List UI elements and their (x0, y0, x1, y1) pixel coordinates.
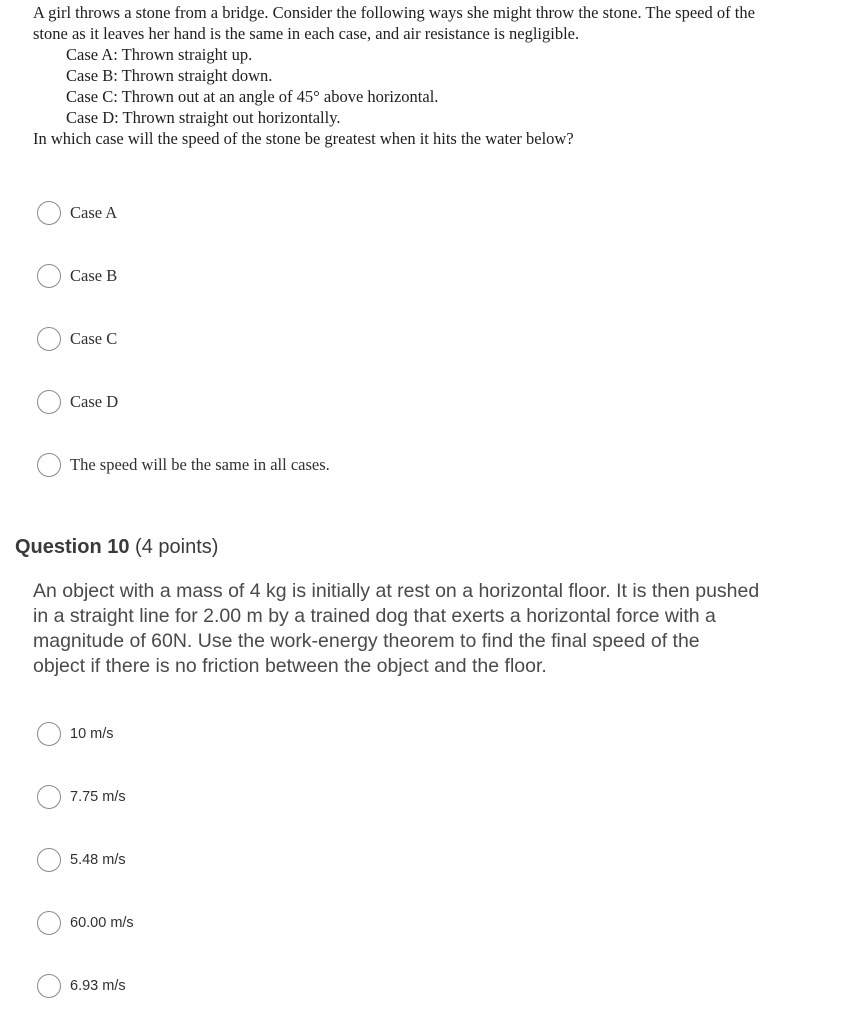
radio-button[interactable] (37, 264, 61, 288)
radio-button[interactable] (37, 201, 61, 225)
question-10-prompt (33, 579, 853, 679)
radio-button[interactable] (37, 974, 61, 998)
q9-option-same-speed[interactable] (37, 451, 330, 479)
radio-button[interactable] (37, 722, 61, 746)
question-text-line: magnitude of 60N. Use the work-energy theorem to find the final speed of the (33, 630, 700, 652)
option-label: The speed will be the same in all cases. (70, 455, 330, 474)
option-label: 6.93 m/s (70, 978, 126, 994)
question-text-line: in a straight line for 2.00 m by a trained dog that exerts a horizontal force with a (33, 605, 716, 627)
option-label: Case B (70, 266, 118, 285)
q9-option-case-b[interactable] (37, 262, 117, 290)
question-text-line: An object with a mass of 4 kg is initially at rest on a horizontal floor. It is then pushed (33, 580, 760, 602)
radio-button[interactable] (37, 390, 61, 414)
radio-button[interactable] (37, 785, 61, 809)
q10-option-5[interactable] (37, 972, 126, 1000)
case-b-description: Case B: Thrown straight down. (66, 66, 273, 85)
case-c-description: Case C: Thrown out at an angle of 45° above horizontal. (66, 87, 439, 106)
question-text-line: A girl throws a stone from a bridge. Consider the following ways she might throw the stone. The speed of the (33, 3, 755, 22)
option-label: Case D (70, 392, 119, 411)
case-d-description: Case D: Thrown straight out horizontally. (66, 108, 341, 127)
question-9-prompt (33, 2, 853, 149)
radio-button[interactable] (37, 848, 61, 872)
q9-option-case-c[interactable] (37, 325, 117, 353)
q10-option-3[interactable] (37, 846, 126, 874)
question-text-line: object if there is no friction between the object and the floor. (33, 655, 547, 677)
option-label: 10 m/s (70, 726, 114, 742)
option-label: Case C (70, 329, 118, 348)
radio-button[interactable] (37, 911, 61, 935)
q9-option-case-d[interactable] (37, 388, 118, 416)
option-label: Case A (70, 203, 118, 222)
question-title: Question 10 (15, 536, 130, 558)
question-text-line: In which case will the speed of the stone be greatest when it hits the water below? (33, 129, 574, 148)
question-text-line: stone as it leaves her hand is the same in each case, and air resistance is negligible. (33, 24, 580, 43)
option-label: 5.48 m/s (70, 852, 126, 868)
question-points: (4 points) (135, 536, 219, 558)
radio-button[interactable] (37, 453, 61, 477)
option-label: 60.00 m/s (70, 915, 134, 931)
option-label: 7.75 m/s (70, 789, 126, 805)
q10-option-1[interactable] (37, 720, 114, 748)
case-a-description: Case A: Thrown straight up. (66, 45, 253, 64)
q10-option-4[interactable] (37, 909, 134, 937)
q10-option-2[interactable] (37, 783, 126, 811)
question-10-header (15, 536, 218, 559)
q9-option-case-a[interactable] (37, 199, 117, 227)
radio-button[interactable] (37, 327, 61, 351)
